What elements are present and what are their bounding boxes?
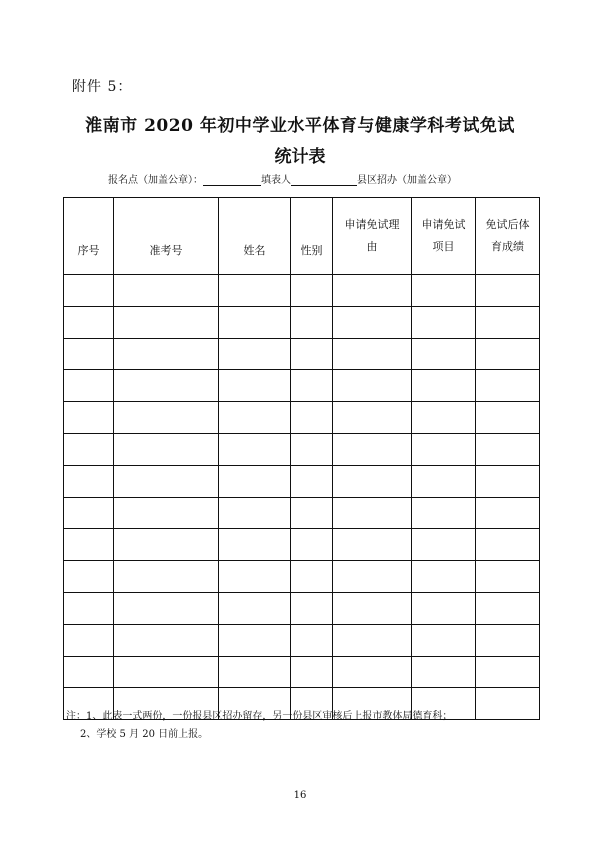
table-cell[interactable]	[64, 370, 114, 402]
table-cell[interactable]	[333, 402, 412, 434]
table-cell[interactable]	[64, 306, 114, 338]
table-cell[interactable]	[219, 497, 291, 529]
table-cell[interactable]	[333, 561, 412, 593]
table-cell[interactable]	[476, 624, 540, 656]
col-header-name: 姓名	[219, 198, 291, 275]
reg-point-label: 报名点（加盖公章）：	[108, 175, 203, 186]
table-cell[interactable]	[219, 465, 291, 497]
table-cell[interactable]	[412, 370, 476, 402]
table-cell[interactable]	[291, 656, 333, 688]
table-cell[interactable]	[114, 433, 219, 465]
table-cell[interactable]	[219, 275, 291, 307]
page-number: 16	[293, 790, 307, 801]
table-cell[interactable]	[333, 529, 412, 561]
reg-point-blank	[203, 174, 261, 186]
county-label: 县区招办（加盖公章）	[357, 175, 457, 186]
table-cell[interactable]	[412, 306, 476, 338]
filler-label: 填表人	[261, 175, 291, 186]
table-cell[interactable]	[219, 624, 291, 656]
table-cell[interactable]	[114, 370, 219, 402]
table-cell[interactable]	[64, 275, 114, 307]
table-cell[interactable]	[333, 275, 412, 307]
table-cell[interactable]	[476, 402, 540, 434]
table-cell[interactable]	[291, 561, 333, 593]
table-cell[interactable]	[219, 561, 291, 593]
table-row	[64, 497, 540, 529]
table-cell[interactable]	[114, 656, 219, 688]
table-cell[interactable]	[114, 338, 219, 370]
table-cell[interactable]	[64, 624, 114, 656]
table-cell[interactable]	[333, 592, 412, 624]
table-row	[64, 402, 540, 434]
table-cell[interactable]	[412, 275, 476, 307]
table-cell[interactable]	[476, 433, 540, 465]
table-cell[interactable]	[114, 561, 219, 593]
table-cell[interactable]	[291, 275, 333, 307]
table-header-row	[64, 198, 540, 275]
table-cell[interactable]	[291, 465, 333, 497]
table-cell[interactable]	[291, 592, 333, 624]
table-cell[interactable]	[114, 402, 219, 434]
table-row	[64, 370, 540, 402]
table-row	[64, 433, 540, 465]
page-subtitle: 统计表	[274, 147, 326, 167]
table-cell[interactable]	[114, 529, 219, 561]
table-cell[interactable]	[291, 529, 333, 561]
table-cell[interactable]	[64, 465, 114, 497]
table-cell[interactable]	[333, 656, 412, 688]
table-cell[interactable]	[412, 529, 476, 561]
table-cell[interactable]	[219, 656, 291, 688]
table-cell[interactable]	[64, 656, 114, 688]
table-cell[interactable]	[114, 306, 219, 338]
table-cell[interactable]	[219, 402, 291, 434]
form-meta-line	[108, 171, 457, 186]
table-cell[interactable]	[412, 497, 476, 529]
table-row	[64, 338, 540, 370]
table-cell[interactable]	[412, 561, 476, 593]
col-header-seq: 序号	[64, 198, 114, 275]
table-cell[interactable]	[64, 592, 114, 624]
table-cell[interactable]	[291, 338, 333, 370]
table-cell[interactable]	[476, 529, 540, 561]
table-row	[64, 306, 540, 338]
table-cell[interactable]	[291, 497, 333, 529]
table-cell[interactable]	[476, 275, 540, 307]
page-title: 淮南市 2020 年初中学业水平体育与健康学科考试免试	[85, 116, 515, 136]
table-row	[64, 529, 540, 561]
table-body	[64, 275, 540, 720]
table-cell[interactable]	[476, 497, 540, 529]
table-cell[interactable]	[114, 465, 219, 497]
table-cell[interactable]	[114, 592, 219, 624]
table-cell[interactable]	[291, 402, 333, 434]
table-row	[64, 624, 540, 656]
table-cell[interactable]	[64, 561, 114, 593]
table-cell[interactable]	[333, 497, 412, 529]
table-cell[interactable]	[476, 561, 540, 593]
table-cell[interactable]	[333, 306, 412, 338]
table-cell[interactable]	[114, 624, 219, 656]
table-cell[interactable]	[333, 465, 412, 497]
table-row	[64, 561, 540, 593]
col-header-gender: 性别	[291, 198, 333, 275]
table-cell[interactable]	[412, 338, 476, 370]
note-line-1: 注：1、此表一式两份，一份报县区招办留存，另一份县区审核后上报市教体局德育科；	[66, 711, 453, 722]
table-cell[interactable]	[476, 370, 540, 402]
table-cell[interactable]	[412, 433, 476, 465]
col-header-reason: 申请免试理由	[333, 198, 412, 275]
table-cell[interactable]	[412, 624, 476, 656]
notes	[66, 708, 452, 744]
table-cell[interactable]	[476, 338, 540, 370]
table-cell[interactable]	[476, 656, 540, 688]
table-cell[interactable]	[476, 465, 540, 497]
table-cell[interactable]	[64, 433, 114, 465]
table-cell[interactable]	[333, 338, 412, 370]
table-row	[64, 465, 540, 497]
note-line-2: 2、学校 5 月 20 日前上报。	[80, 729, 209, 740]
table-cell[interactable]	[412, 465, 476, 497]
table-row	[64, 592, 540, 624]
table-cell[interactable]	[291, 370, 333, 402]
table-cell[interactable]	[333, 433, 412, 465]
filler-blank	[291, 174, 357, 186]
table-cell[interactable]	[64, 497, 114, 529]
exemption-table	[63, 197, 540, 720]
table-cell[interactable]	[333, 370, 412, 402]
table-cell[interactable]	[219, 370, 291, 402]
table-cell[interactable]	[476, 592, 540, 624]
table-cell[interactable]	[114, 497, 219, 529]
table-cell[interactable]	[291, 433, 333, 465]
attachment-label: 附件 5：	[72, 79, 133, 95]
table-cell[interactable]	[219, 433, 291, 465]
table-cell[interactable]	[412, 402, 476, 434]
table-cell[interactable]	[412, 592, 476, 624]
table-row	[64, 656, 540, 688]
table-cell[interactable]	[476, 306, 540, 338]
col-header-exam-no: 准考号	[114, 198, 219, 275]
table-cell[interactable]	[64, 338, 114, 370]
table-cell[interactable]	[333, 624, 412, 656]
col-header-item: 申请免试项目	[412, 198, 476, 275]
table-cell[interactable]	[219, 592, 291, 624]
table-cell[interactable]	[219, 306, 291, 338]
table-cell[interactable]	[114, 275, 219, 307]
table-cell[interactable]	[291, 624, 333, 656]
table-row	[64, 275, 540, 307]
table-cell[interactable]	[64, 402, 114, 434]
col-header-score: 免试后体育成绩	[476, 198, 540, 275]
table-cell[interactable]	[412, 656, 476, 688]
table-cell[interactable]	[64, 529, 114, 561]
table-cell[interactable]	[476, 688, 540, 720]
table-cell[interactable]	[291, 306, 333, 338]
table-cell[interactable]	[219, 529, 291, 561]
table-cell[interactable]	[219, 338, 291, 370]
